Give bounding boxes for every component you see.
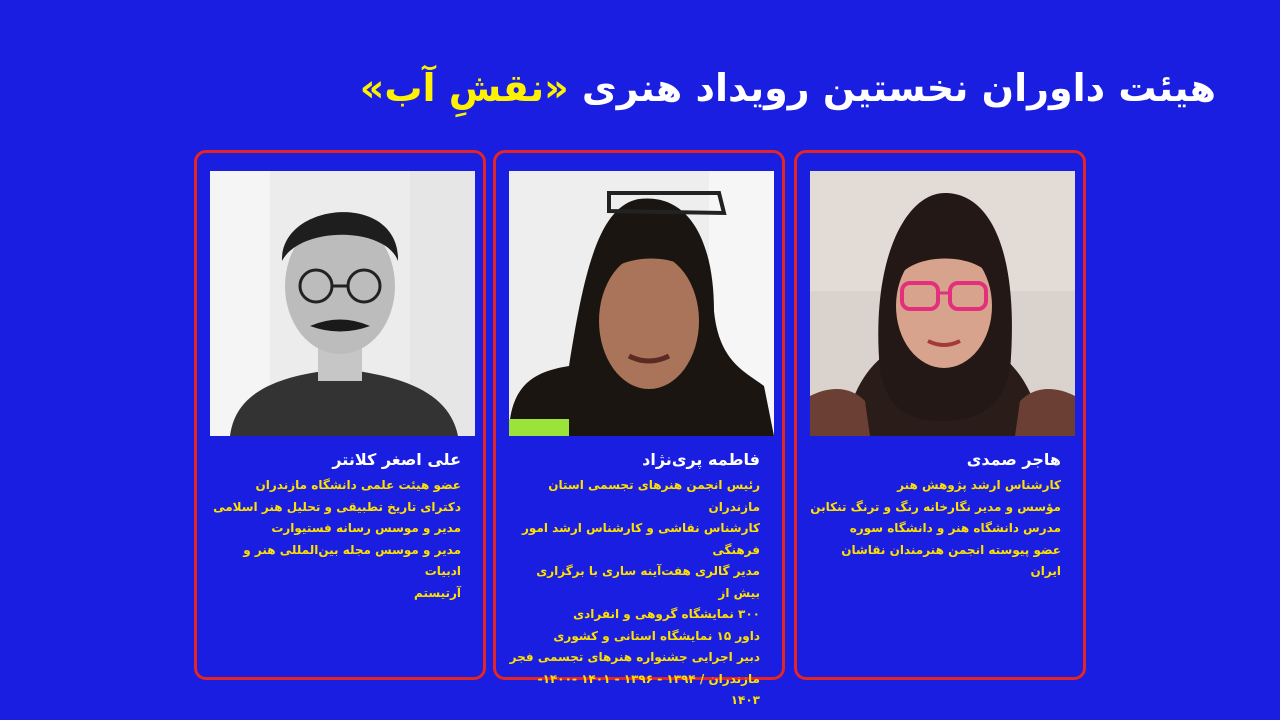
- title-highlight: «نقشِ آب»: [359, 66, 569, 110]
- credential-line: عضو هیئت علمی دانشگاه مازندران: [255, 478, 461, 492]
- credential-line: مدیر و موسس مجله بین‌المللی هنر و ادبیات: [243, 542, 461, 578]
- credential-line: دکترای تاریخ تطبیقی و تحلیل هنر اسلامی: [213, 499, 461, 514]
- credential-line: مدیر گالری هفت‌آینه ساری با برگزاری بیش از: [536, 564, 760, 600]
- judge-credentials: [809, 475, 1061, 583]
- judge-name: فاطمه پری‌نژاد: [642, 450, 760, 469]
- credential-line: ۳۰۰ نمایشگاه گروهی و انفرادی: [573, 607, 760, 621]
- credential-line: داور ۱۵ نمایشگاه استانی و کشوری: [553, 628, 760, 643]
- credential-line: دبیر اجرایی جشنواره هنرهای تجسمی فجر: [509, 650, 760, 664]
- credential-line: مدیر و موسس رسانه فستیوارت: [271, 521, 461, 535]
- judge-credentials: [209, 475, 461, 604]
- page-title: [300, 58, 1216, 118]
- credential-line: کارشناس نقاشی و کارشناس ارشد امور فرهنگی: [522, 521, 760, 557]
- title-main: هیئت داوران نخستین رویداد هنری: [568, 66, 1216, 110]
- credential-line: کارشناس ارشد پژوهش هنر: [897, 478, 1061, 492]
- credential-line: مؤسس و مدیر نگارخانه رنگ و ترنگ تنکابن: [810, 499, 1061, 514]
- judge-info-parinejad: [508, 449, 760, 712]
- judge-info-samadi: [809, 449, 1061, 583]
- judge-photo-parinejad: [509, 171, 774, 436]
- judge-card-samadi: [794, 150, 1086, 680]
- judge-card-kalantar: [194, 150, 486, 680]
- credential-line: عضو پیوسته انجمن هنرمندان نقاشان ایران: [841, 542, 1061, 578]
- judge-name: علی اصغر کلانتر: [332, 450, 461, 469]
- credential-line: مدرس دانشگاه هنر و دانشگاه سوره: [849, 521, 1061, 535]
- credential-line: رئیس انجمن هنرهای تجسمی استان مازندران: [548, 478, 760, 514]
- judge-info-kalantar: [209, 449, 461, 604]
- credential-line: مازندران / ۱۳۹۴ - ۱۳۹۶ - ۱۴۰۱ -۱۴۰۰- ۱۴۰۳: [537, 671, 760, 707]
- judge-card-parinejad: [493, 150, 785, 707]
- judge-photo-samadi: [810, 171, 1075, 436]
- credential-line: آرتیستم: [414, 585, 461, 600]
- judge-credentials: [508, 475, 760, 712]
- judge-name: هاجر صمدی: [966, 450, 1061, 469]
- judge-photo-kalantar: [210, 171, 475, 436]
